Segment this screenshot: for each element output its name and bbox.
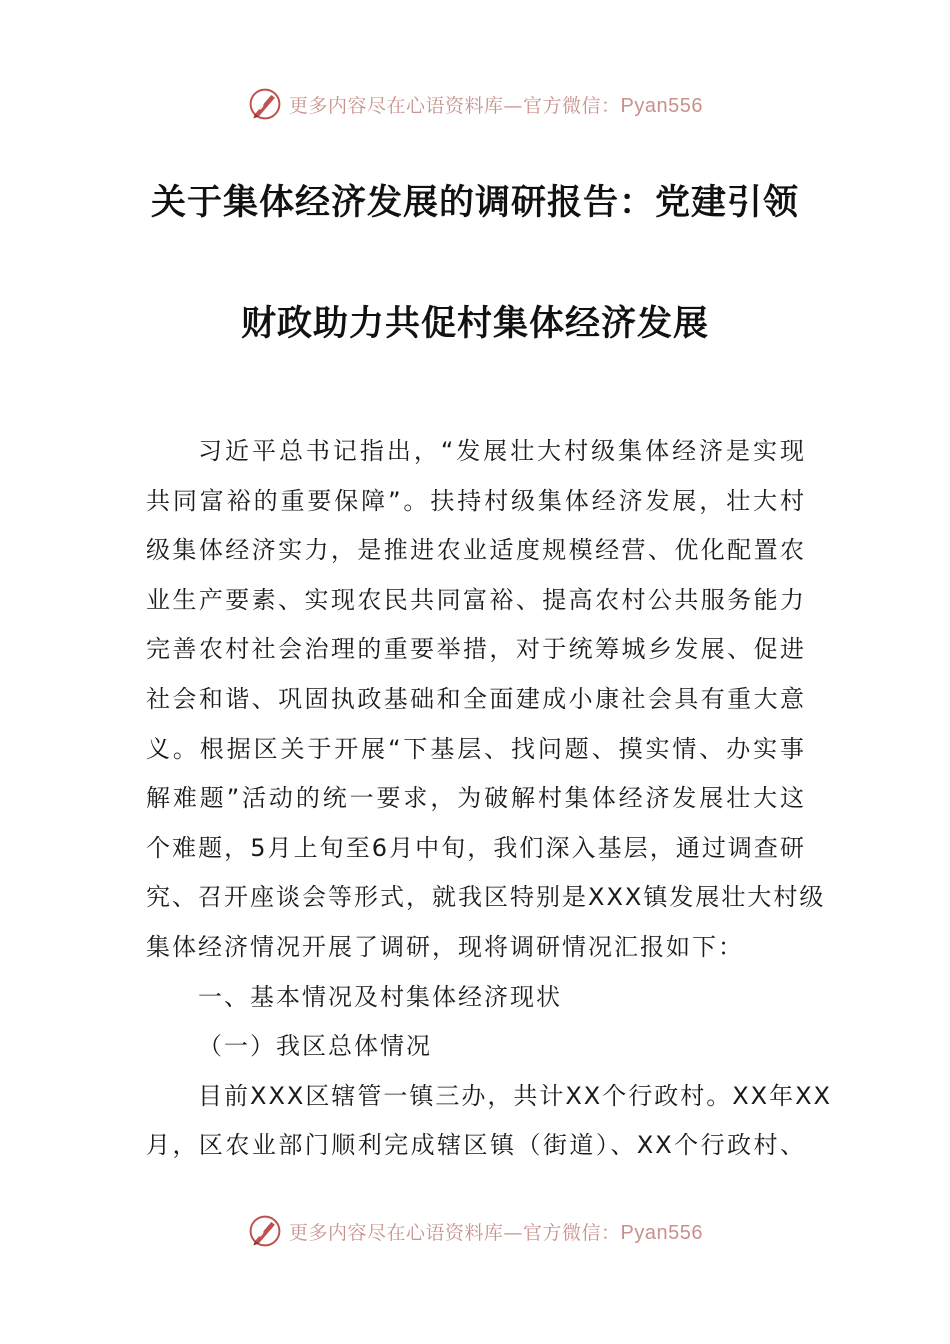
body-line: 个难题，5月上旬至6月中旬，我们深入基层，通过调查研 xyxy=(146,833,806,862)
body-line: 习近平总书记指出，“发展壮大村级集体经济是实现 xyxy=(198,437,806,465)
body-line: 解难题”活动的统一要求，为破解村集体经济发展壮大这 xyxy=(146,784,806,813)
watermark-text: 更多内容尽在心语资料库—官方微信：Pyan556 xyxy=(289,1221,703,1244)
document-title-line-2: 财政助力共促村集体经济发展 xyxy=(240,304,709,344)
body-line: 目前XXX区辖管一镇三办，共计XX个行政村。XX年XX xyxy=(198,1081,832,1110)
watermark-text: 更多内容尽在心语资料库—官方微信：Pyan556 xyxy=(289,94,703,117)
body-line: 完善农村社会治理的重要举措，对于统筹城乡发展、促进 xyxy=(146,635,806,664)
watermark-wechat-id: Pyan556 xyxy=(620,1221,703,1244)
body-line: 义。根据区关于开展“下基层、找问题、摸实情、办实事 xyxy=(146,734,806,763)
pen-logo-icon xyxy=(247,86,283,122)
body-line: 业生产要素、实现农民共同富裕、提高农村公共服务能力 xyxy=(146,585,806,614)
body-line: 级集体经济实力，是推进农业适度规模经营、优化配置农 xyxy=(146,536,806,565)
body-line: 共同富裕的重要保障”。扶持村级集体经济发展，壮大村 xyxy=(146,486,806,515)
body-line: 社会和谐、巩固执政基础和全面建成小康社会具有重大意 xyxy=(146,684,806,713)
section-heading: 一、基本情况及村集体经济现状 xyxy=(198,982,562,1011)
document-title-line-1: 关于集体经济发展的调研报告：党建引领 xyxy=(150,183,799,223)
watermark-bottom xyxy=(0,1211,950,1251)
pen-logo-icon xyxy=(247,1213,283,1249)
document-body xyxy=(146,427,832,1171)
body-line: 月，区农业部门顺利完成辖区镇（街道）、XX个行政村、 xyxy=(146,1131,806,1160)
body-line: 究、召开座谈会等形式，就我区特别是XXX镇发展壮大村级 xyxy=(146,883,826,912)
body-line: 集体经济情况开展了调研，现将调研情况汇报如下： xyxy=(146,932,744,961)
watermark-wechat-id: Pyan556 xyxy=(620,94,703,117)
subsection-heading: （一）我区总体情况 xyxy=(198,1032,432,1061)
watermark-top xyxy=(0,84,950,124)
